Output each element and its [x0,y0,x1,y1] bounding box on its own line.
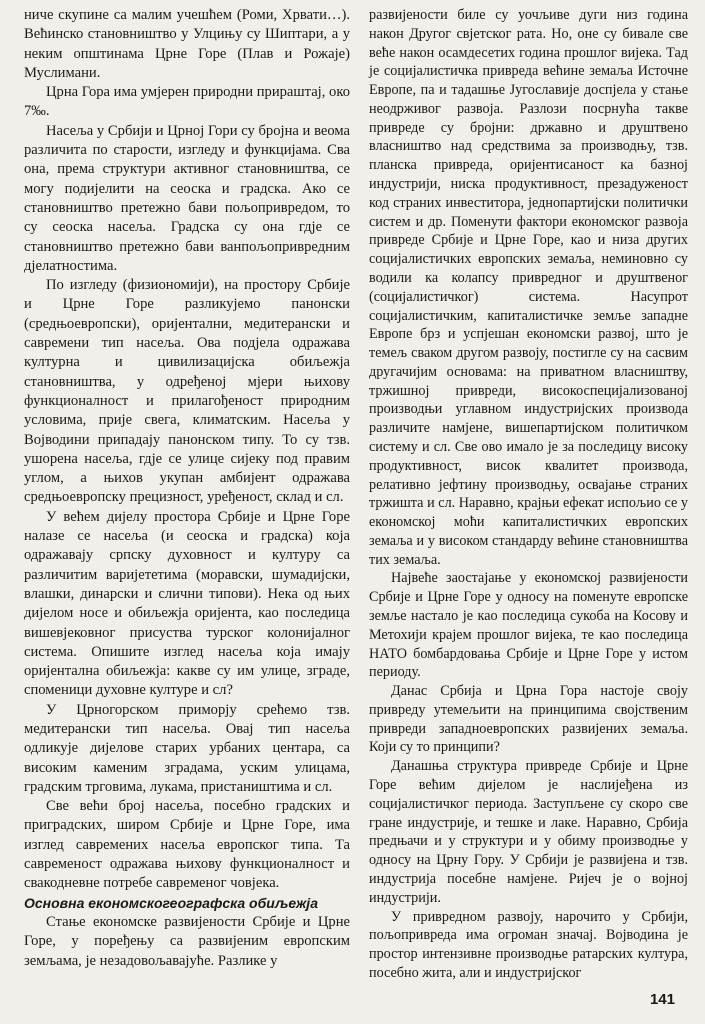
left-column [24,6,350,971]
paragraph: развијености биле су уочљиве дуги низ година након Другог свјетског рата. Но, оне су бивале све веће након осамдесетих година прошлог вијека. Тад је социјалистичка привреда већине земаља Источне Европе, па и тадашње Југославије доспјела у стање неодрживог развоја. Разлози посрнућа такве привреде су бројни: државно и друштвено власништво над средствима за производњу, тзв. планска привреда, оријентисаност ка базној индустрији, ниска продуктивност, презадуженост код страних инвеститора, једнопартијски политички систем и др. Поменути фактори економског развоја привреде Србије и Црне Горе, као и низа других социјалистичких европских земаља, неминовно су водили ка колапсу привредног и друштвеног (социјалистичког) система. Насупрот социјалистичким, капиталистичке земље западне Европе брз и успјешан економски развој, што је темељ сваком другом развоју, постигле су на сасвим другачијим основама: на приватном власништву, тржишној привреди, високоспецијализованој производњи углавном индустријских производа различите намјене, вишепартијском политичком систему и сл. Све ово имало је за последицу високу продуктивност, висок квалитет производа, релативно јефтину производњу, освајање страних тржишта и сл. Наравно, крајњи ефекат испољио се у економској моћи капиталистичких европских земаља и у високом стандарду већине становништва тих земаља. [369,7,688,568]
paragraph: У привредном развоју, нарочито у Србији, пољопривреда има огроман значај. Војводина је простор интензивне производње ратарских култура, посебно жита, али и индустријског [369,908,688,981]
paragraph: По изгледу (физиономији), на простору Србије и Црне Горе разликујемо панонски (средњоевропски), оријентални, медитерански и савремени тип насеља. Ова подјела одражава културна и цивилизацијска обиљежја становништва, у одређеној мјери њихову функционалност и прилагођеност природним условима, прије свега, климатским. Насеља у Војводини припадају панонском типу. То су тзв. ушорена насеља, гдје се улице сијеку под правим углом, а њихов укупан амбијент одражава средњоевропску прецизност, уређеност, склад и сл. [24,277,350,506]
section-heading: Основна економскогеографска обиљежја [24,894,318,911]
paragraph: У већем дијелу простора Србије и Црне Горе налазе се насеља (и сеоска и градска) која одражавају српску духовност и културу са различитим варијететима (моравски, шумадијски, влашки, динарски и слични типови). Нека од њих дијелом носе и обиљежја оријента, као последица вишевјековног присуства турског колонијалног система. Опишите изглед насеља која имају оријентална обиљежја: какве су им улице, зграде, споменици духовне културе и сл? [24,508,350,699]
paragraph: Данашња структура привреде Србије и Црне Горе већим дијелом је наслијеђена из социјалистичког периода. Заступљене су скоро све гране индустрије, и тешке и лаке. Наравно, Србија предњачи и у структури и у обиму производње у односу на Црну Гору. У Србији је развијена и тзв. индустрија посебне намјене. Ријеч је о војној индустрији. [369,758,688,906]
paragraph: ниче скупине са малим учешћем (Роми, Хрвати…). Већинско становништво у Улцињу су Шиптари, а у неким општинама Црне Горе (Плав и Рожаје) Муслимани. [24,7,350,81]
paragraph: Данас Србија и Црна Гора настоје своју привреду утемељити на принципима својственим привреди западноевропских развијених земаља. Који су то принципи? [369,683,688,756]
paragraph: Стање економске развијености Србије и Црне Горе, у поређењу са развијеним европским земљама, је незадовољавајуће. Разлике у [24,913,350,969]
right-column [369,6,688,983]
paragraph: Црна Гора има умјерен природни прираштај, око 7‰. [24,84,350,120]
paragraph: У Црногорском приморју срећемо тзв. медитерански тип насеља. Овај тип насеља одликује дијелове старих урбаних центара, са високим каменим зградама, уским улицама, градским трговима, лукама, пристаништима и сл. [24,701,350,795]
paragraph: Највеће заостајање у економској развијености Србије и Црне Горе у односу на поменуте европске земље настало је као последица сукоба на Косову и Метохији крајем прошлог вијека, те као последица НАТО бомбардовања Србије и Црне Горе у истом периоду. [369,570,688,681]
paragraph: Све већи број насеља, посебно градских и приградских, широм Србије и Црне Горе, има изглед савремених насеља европског типа. Та савременост одражава њихову функционалност и свакодневне потребе савременог човјека. [24,798,350,892]
page-number: 141 [649,991,675,1008]
paragraph: Насеља у Србији и Црној Гори су бројна и веома различита по старости, изгледу и функцијама. Сва она, према структури активног становништва, се могу подијелити на сеоска и градска. Ако се становништво претежно бави пољопривредом, то су сеоска насеља. Градска су она гдје се становништво претежно бави ванпољопривредним дјелатностима. [24,122,350,274]
